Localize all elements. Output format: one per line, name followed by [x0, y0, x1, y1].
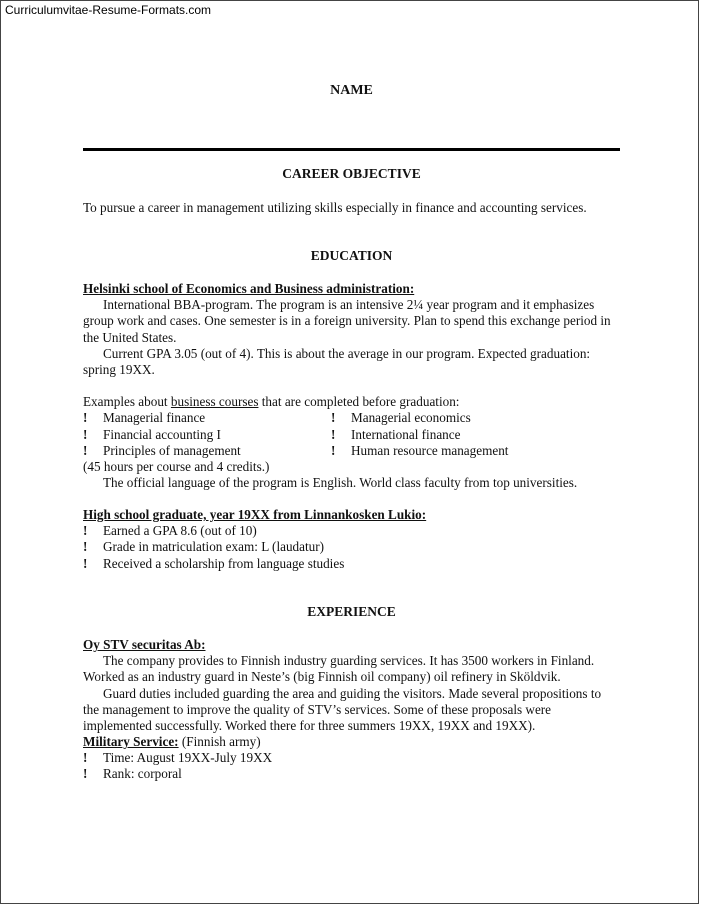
courses-right-column [331, 410, 579, 459]
list-item: ! International finance [331, 426, 461, 442]
list-item: ! Rank: corporal [83, 766, 182, 782]
experience-job2 [83, 734, 620, 783]
school1-para2: Current GPA 3.05 (out of 4). This is about the average in our program. Expected graduation: spring 19XX. [83, 345, 591, 378]
hours-note: (45 hours per course and 4 credits.) [83, 459, 270, 475]
list-item: ! Human resource management [331, 442, 509, 458]
education-heading: EDUCATION [310, 248, 393, 263]
list-item: ! Financial accounting I [83, 426, 221, 442]
courses-list [83, 410, 620, 459]
list-item: ! Principles of management [83, 442, 241, 458]
courses-intro: Examples about business courses that are completed before graduation: [83, 394, 460, 410]
experience-job1 [83, 637, 620, 734]
job2-title: Military Service: [83, 734, 179, 749]
job1-para1: The company provides to Finnish industry guarding services. It has 3500 workers in Finland. Worked as an industry guard in Neste’s (big Finnish oil company) oil refinery in Sköldvik. [83, 653, 595, 685]
education-school1 [83, 281, 620, 491]
header-rule [83, 148, 620, 151]
list-item: ! Managerial finance [83, 410, 206, 426]
list-item: ! Grade in matriculation exam: L (laudatur) [83, 539, 325, 555]
job2-title-note: (Finnish army) [178, 734, 261, 749]
list-item: ! Managerial economics [331, 410, 471, 426]
career-objective-text: To pursue a career in management utilizing skills especially in finance and accounting services. [83, 200, 587, 215]
school1-title: Helsinki school of Economics and Business administration: [83, 281, 415, 296]
courses-left-column [83, 410, 331, 459]
school1-para1: International BBA-program. The program is an intensive 2¼ year program and it emphasizes group work and cases. One semester is in a foreign university. Plan to spend this exchange period in the United States. [83, 297, 611, 345]
school2-title: High school graduate, year 19XX from Linnankosken Lukio: [83, 507, 427, 522]
job2-title-line [83, 734, 620, 750]
list-item: ! Earned a GPA 8.6 (out of 10) [83, 523, 257, 539]
education-school2 [83, 507, 620, 572]
business-courses-text: business courses [170, 394, 259, 410]
list-item: ! Time: August 19XX-July 19XX [83, 750, 273, 766]
career-objective-heading: CAREER OBJECTIVE [282, 166, 421, 181]
site-label: Curriculumvitae-Resume-Formats.com [5, 3, 212, 17]
resume-name: NAME [330, 83, 373, 98]
language-note: The official language of the program is English. World class faculty from top universities. [103, 475, 578, 491]
job1-title: Oy STV securitas Ab: [83, 637, 206, 652]
experience-heading: EXPERIENCE [307, 604, 396, 619]
job1-para2: Guard duties included guarding the area and guiding the visitors. Made several propositions to the management to improve the quality of STV’s services. Some of these proposals were implemented successfully. Worked there for three summers 19XX, 19XX and 19XX). [83, 685, 602, 734]
list-item: ! Received a scholarship from language studies [83, 555, 345, 571]
